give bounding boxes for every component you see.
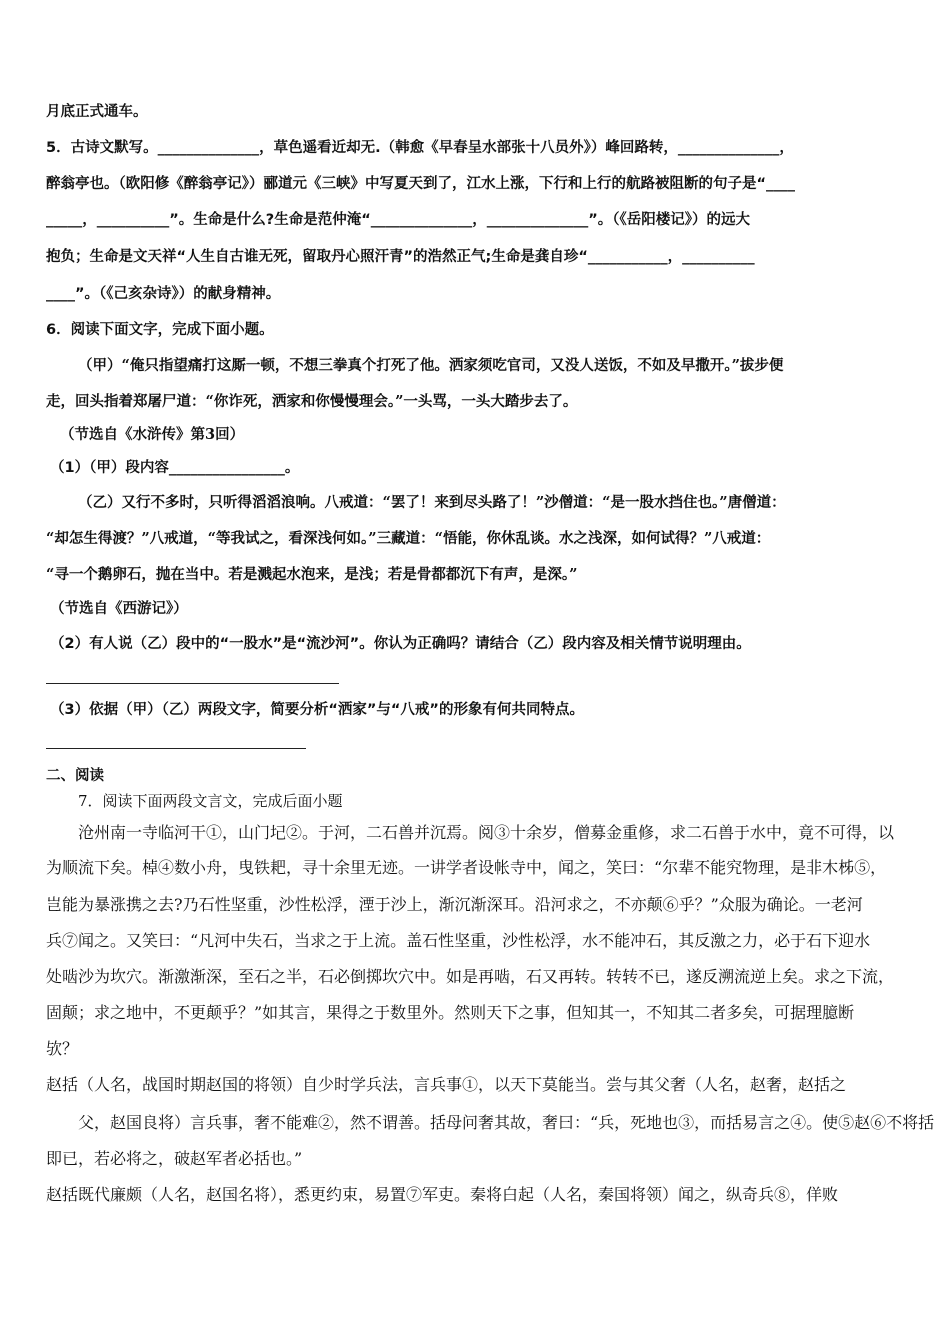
passage-yi-line: “寻一个鹅卵石，抛在当中。若是溅起水泡来，是浅；若是骨都都沉下有声，是深。” [46,566,578,583]
passage-wenyan-line: 固颠；求之地中，不更颠乎？”如其言，果得之于数里外。然则天下之事，但知其一，不知其二者多矣，可据理臆断 [46,1003,855,1022]
passage-jia-line: （甲）“俺只指望痛打这厮一顿，不想三拳真个打死了他。洒家须吃官司，又没人送饭，不如及早撒开。”拔步便 [78,357,784,374]
source-note: （节选自《水浒传》第3回） [60,426,245,443]
text-line: 月底正式通车。 [46,104,148,120]
passage-wenyan-line: 父，赵国良将）言兵事，奢不能难②，然不谓善。括母问奢其故，奢曰：“兵，死地也③，而括易言之④。使⑤赵⑥不将括 [78,1113,935,1132]
passage-wenyan-line: 赵括既代廉颇（人名，赵国名将），悉更约束，易置⑦军吏。秦将白起（人名，秦国将领）闻之，纵奇兵⑧，佯败 [46,1185,839,1204]
text-line: 醉翁亭也。（欧阳修《醉翁亭记》）郦道元《三峡》中写夏天到了，江水上涨，下行和上行的航路被阻断的句子是“____ [46,176,796,192]
text-line: _____，__________”。生命是什么?生命是范仲淹“______________，______________”。（《岳阳楼记》）的远大 [46,212,750,228]
passage-yi-line: “却怎生得渡？”八戒道，“等我试之，看深浅何如。”三藏道：“悟能，你休乱谈。水之浅深，如何试得？”八戒道： [46,530,771,547]
answer-line [46,683,339,684]
passage-wenyan-line: 为顺流下矣。棹④数小舟，曳铁耙，寻十余里无迹。一讲学者设帐寺中，闻之，笑曰：“尔辈不能究物理，是非木柹⑤， [46,858,887,877]
passage-wenyan-line: 岂能为暴涨携之去?乃石性坚重，沙性松浮，湮于沙上，渐沉渐深耳。沿河求之，不亦颠⑥乎？”众服为确论。一老河 [46,895,863,914]
answer-line [46,748,306,749]
source-note: （节选自《西游记》） [50,600,188,617]
question-5-line: 5．古诗文默写。______________，草色遥看近却无.（韩愈《早春呈水部张十八员外》）峰回路转，______________， [46,140,794,156]
passage-wenyan-line: 欤？ [46,1039,79,1058]
question-7-line: 7．阅读下面两段文言文，完成后面小题 [78,792,343,810]
sub-question-1: （1）（甲）段内容________________。 [50,460,300,476]
sub-question-3: （3）依据（甲）（乙）两段文字，简要分析“洒家”与“八戒”的形象有何共同特点。 [50,702,584,718]
question-6-line: 6．阅读下面文字，完成下面小题。 [46,322,274,338]
passage-wenyan-line: 兵⑦闻之。又笑曰：“凡河中失石，当求之于上流。盖石性坚重，沙性松浮，水不能冲石，其反激之力，必于石下迎水 [46,931,871,950]
passage-yi-line: （乙）又行不多时，只听得滔滔浪响。八戒道：“罢了！来到尽头路了！”沙僧道：“是一股水挡住也。”唐僧道： [78,494,786,511]
text-line: ____”。（《己亥杂诗》）的献身精神。 [46,286,281,302]
passage-wenyan-line: 沧州南一寺临河干①，山门圮②。于河，二石兽并沉焉。阅③十余岁，僧募金重修，求二石兽于水中，竟不可得，以 [78,823,895,842]
sub-question-2: （2）有人说（乙）段中的“一股水”是“流沙河”。你认为正确吗？请结合（乙）段内容及相关情节说明理由。 [50,636,751,652]
passage-jia-line: 走，回头指着郑屠尸道：“你诈死，洒家和你慢慢理会。”一头骂，一头大踏步去了。 [46,393,578,410]
passage-wenyan-line: 处啮沙为坎穴。渐激渐深，至石之半，石必倒掷坎穴中。如是再啮，石又再转。转转不已，遂反溯流逆上矣。求之下流， [46,967,895,986]
text-line: 抱负；生命是文天祥“人生自古谁无死，留取丹心照汗青”的浩然正气;生命是龚自珍“___________，__________ [46,249,755,265]
section-heading: 二、阅读 [46,768,104,784]
passage-wenyan-line: 即已，若必将之，破赵军者必括也。” [46,1149,303,1168]
passage-wenyan-line: 赵括（人名，战国时期赵国的将领）自少时学兵法，言兵事①，以天下莫能当。尝与其父奢（人名，赵奢，赵括之 [46,1075,847,1094]
